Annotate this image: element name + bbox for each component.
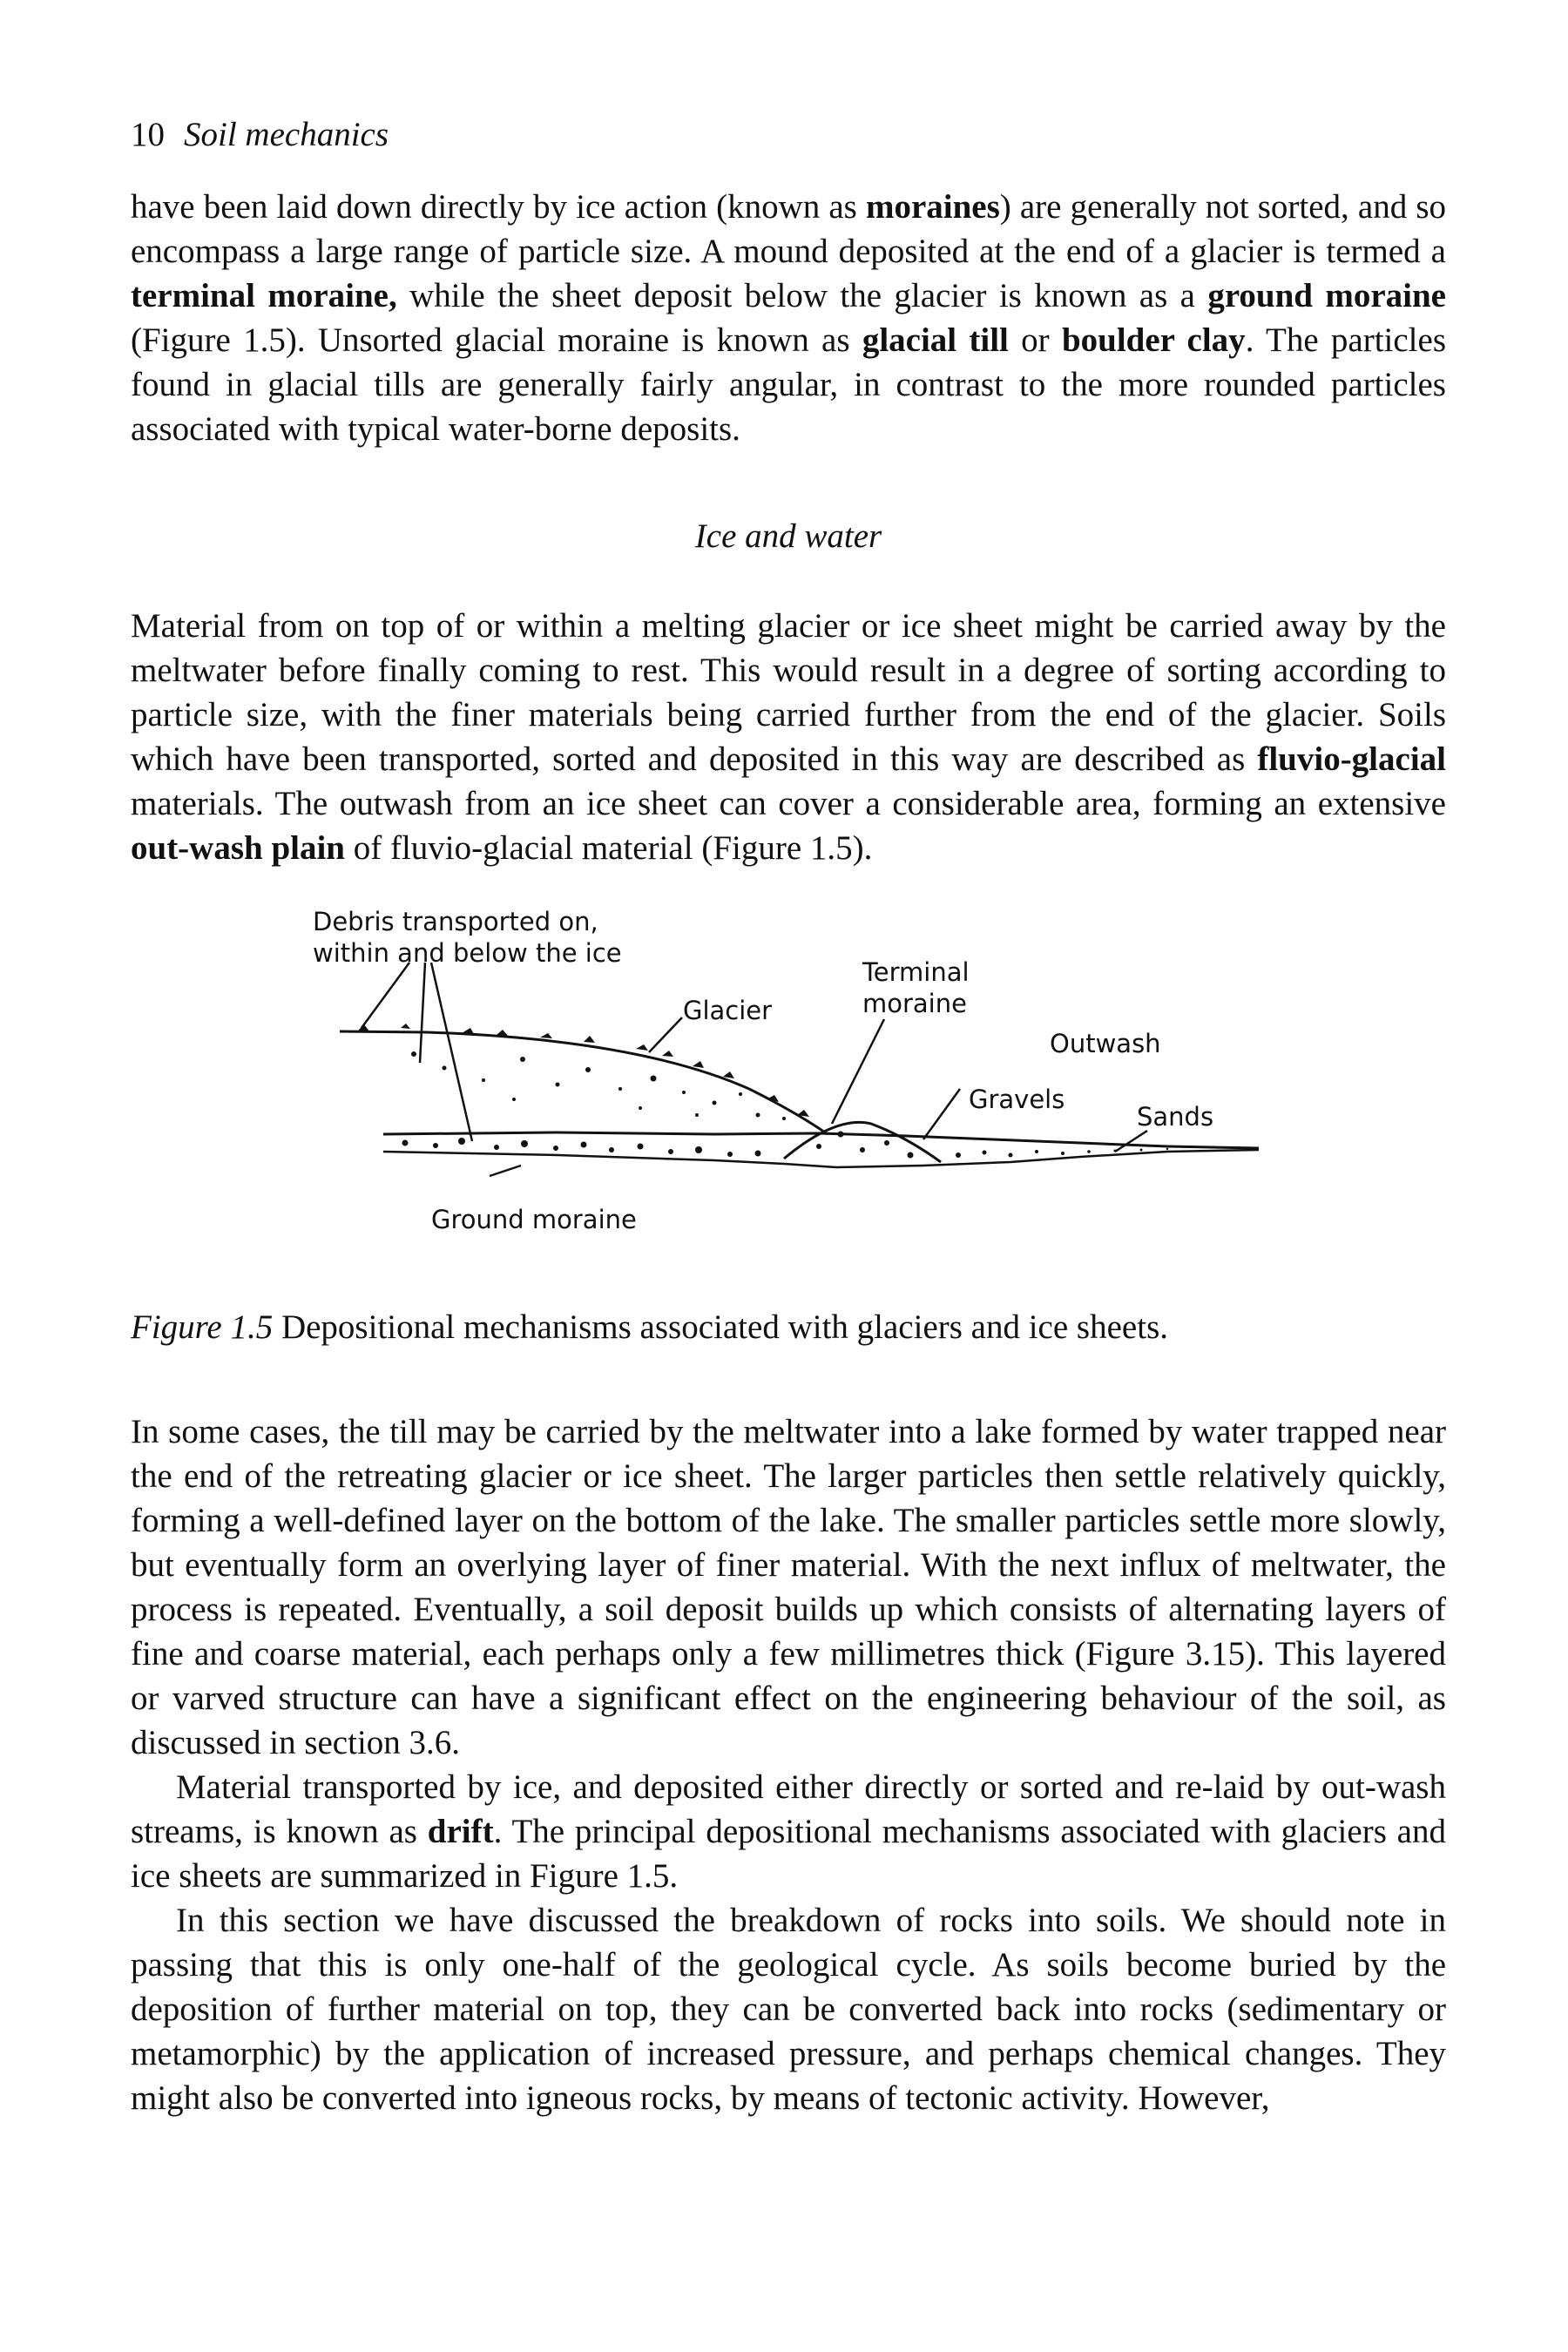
term-moraines: moraines: [865, 188, 1000, 226]
term-out-wash-plain: out-wash plain: [131, 829, 345, 867]
term-ground-moraine: ground moraine: [1207, 277, 1446, 314]
caption-text: Depositional mechanisms associated with glaciers and ice sheets.: [273, 1308, 1168, 1346]
glacier-surface: [340, 1031, 828, 1134]
caption-label: Figure 1.5: [131, 1308, 274, 1346]
term-glacial-till: glacial till: [862, 321, 1009, 359]
paragraph-drift: Material transported by ice, and deposited either directly or sorted and re-laid by out-wash streams, is known as drift. The principal depositional mechanisms associated with glaciers and ice sheets are summarized in Figure 1.5.: [131, 1768, 1446, 1895]
term-boulder-clay: boulder clay: [1061, 321, 1246, 359]
label-sands: Sands: [1137, 1102, 1214, 1132]
paragraph-moraines: have been laid down directly by ice action (known as moraines) are generally not sorted, and so encompass a large range of particle size. A mound deposited at the end of a glacier is termed a terminal moraine, while the sheet deposit below the glacier is known as a ground moraine (Figure 1.5). Unsorted glacial moraine is known as glacial till or boulder clay. The particles found in glacial tills are generally fairly angular, in contrast to the more rounded particles associated with typical water-borne deposits.: [131, 188, 1447, 448]
label-terminal-line2: moraine: [862, 989, 967, 1018]
label-terminal-line1: Terminal: [862, 957, 970, 987]
text-block-top: [131, 185, 1446, 451]
label-debris-line2: within and below the ice: [313, 938, 622, 968]
figure-caption: [131, 1305, 1446, 1349]
internal-debris: [411, 1051, 786, 1120]
term-drift: drift: [427, 1813, 494, 1850]
glacier-diagram: [296, 906, 1272, 1289]
deposit-base-line: [383, 1150, 1259, 1167]
term-fluvio-glacial: fluvio-glacial: [1257, 740, 1446, 778]
term-terminal-moraine: terminal moraine,: [131, 277, 397, 314]
label-glacier: Glacier: [683, 996, 773, 1025]
label-debris-line1: Debris transported on,: [313, 907, 598, 936]
terminal-moraine-mound: [784, 1122, 941, 1162]
surface-debris: [357, 1024, 809, 1117]
paragraph-geological-cycle: In this section we have discussed the breakdown of rocks into soils. We should note in passing that this is only one-half of the geological cycle. As soils become buried by the deposition of further material on top, they can be converted back into rocks (sedimentary or metamorphic) by the application of increased pressure, and perhaps chemical changes. They might also be converted into igneous rocks, by means of tectonic activity. However,: [131, 1902, 1446, 2117]
running-title: Soil mechanics: [184, 116, 389, 153]
running-head: [131, 115, 389, 154]
page-number: 10: [131, 116, 165, 153]
figure-1-5: [296, 906, 1272, 1289]
label-outwash: Outwash: [1050, 1029, 1161, 1058]
label-gravels: Gravels: [969, 1085, 1065, 1114]
text-block-ice-water: [131, 604, 1446, 870]
leader-lines: [362, 963, 1147, 1176]
paragraph-fluvio-glacial: Material from on top of or within a melting glacier or ice sheet might be carried away by the meltwater before finally coming to rest. This would result in a degree of sorting according to particle size, with the finer materials being carried further from the end of the glacier. Soils which have been transported, sorted and deposited in this way are described as fluvio-glacial materials. The outwash from an ice sheet can cover a considerable area, forming an extensive out-wash plain of fluvio-glacial material (Figure 1.5).: [131, 607, 1446, 867]
section-subheading: Ice and water: [694, 517, 882, 555]
paragraph-varved: In some cases, the till may be carried by the meltwater into a lake formed by water trapped near the end of the retreating glacier or ice sheet. The larger particles then settle relatively quickly, forming a well-defined layer on the bottom of the lake. The smaller particles settle more slowly, but eventually form an overlying layer of finer material. With the next influx of meltwater, the process is repeated. Eventually, a soil deposit builds up which consists of alternating layers of fine and coarse material, each perhaps only a few millimetres thick (Figure 3.15). This layered or varved structure can have a significant effect on the engineering behaviour of the soil, as discussed in section 3.6.: [131, 1413, 1446, 1761]
text-block-bottom: [131, 1409, 1446, 2120]
label-ground-moraine: Ground moraine: [431, 1205, 637, 1234]
